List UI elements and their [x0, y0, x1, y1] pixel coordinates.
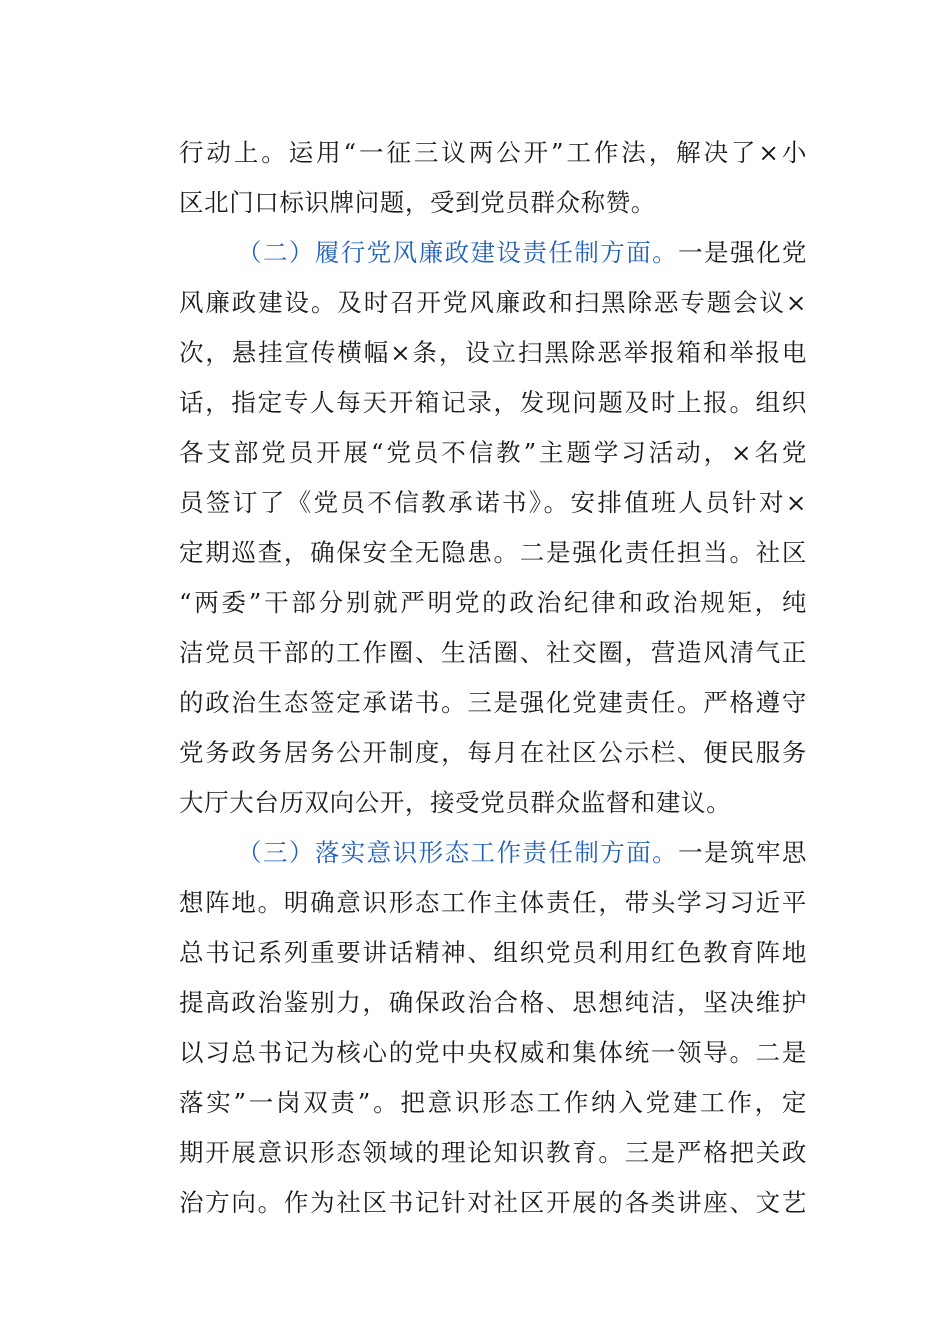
section-3-first-line	[179, 828, 807, 878]
document-body	[179, 128, 807, 1228]
text-line: “两委”干部分别就严明党的政治纪律和政治规矩，纯	[179, 588, 807, 617]
text-line: 的政治生态签定承诺书。三是强化党建责任。严格遵守	[179, 688, 807, 717]
section-2-first-line	[179, 228, 807, 278]
text-line: 治方向。作为社区书记针对社区开展的各类讲座、文艺	[179, 1188, 807, 1217]
text-line: 风廉政建设。及时召开党风廉政和扫黑除恶专题会议×	[179, 288, 807, 317]
text-line: 党务政务居务公开制度，每月在社区公示栏、便民服务	[179, 738, 807, 767]
text-line: 落实”一岗双责”。把意识形态工作纳入党建工作，定	[179, 1088, 807, 1117]
section-3-first-line-rest: 一是筑牢思	[678, 838, 807, 867]
section-3-heading: （三）落实意识形态工作责任制方面。	[237, 838, 679, 867]
section-2-first-line-rest: 一是强化党	[678, 238, 807, 267]
section-2-heading: （二）履行党风廉政建设责任制方面。	[237, 238, 679, 267]
text-line: 区北门口标识牌问题，受到党员群众称赞。	[179, 188, 656, 217]
text-line: 定期巡查，确保安全无隐患。二是强化责任担当。社区	[179, 538, 807, 567]
text-line: 总书记系列重要讲话精神、组织党员利用红色教育阵地	[179, 938, 807, 967]
text-line: 洁党员干部的工作圈、生活圈、社交圈，营造风清气正	[179, 638, 807, 667]
text-line: 行动上。运用“一征三议两公开”工作法，解决了×小	[179, 138, 807, 167]
text-line: 大厅大台历双向公开，接受党员群众监督和建议。	[179, 788, 732, 817]
text-line: 员签订了《党员不信教承诺书》。安排值班人员针对×	[179, 488, 807, 517]
text-line: 期开展意识形态领域的理论知识教育。三是严格把关政	[179, 1138, 807, 1167]
text-line: 提高政治鉴别力，确保政治合格、思想纯洁，坚决维护	[179, 988, 807, 1017]
text-line: 各支部党员开展“党员不信教”主题学习活动，×名党	[179, 438, 807, 467]
text-line: 次，悬挂宣传横幅×条，设立扫黑除恶举报箱和举报电	[179, 338, 807, 367]
text-line: 以习总书记为核心的党中央权威和集体统一领导。二是	[179, 1038, 807, 1067]
text-line: 想阵地。明确意识形态工作主体责任，带头学习习近平	[179, 888, 807, 917]
text-line: 话，指定专人每天开箱记录，发现问题及时上报。组织	[179, 388, 807, 417]
